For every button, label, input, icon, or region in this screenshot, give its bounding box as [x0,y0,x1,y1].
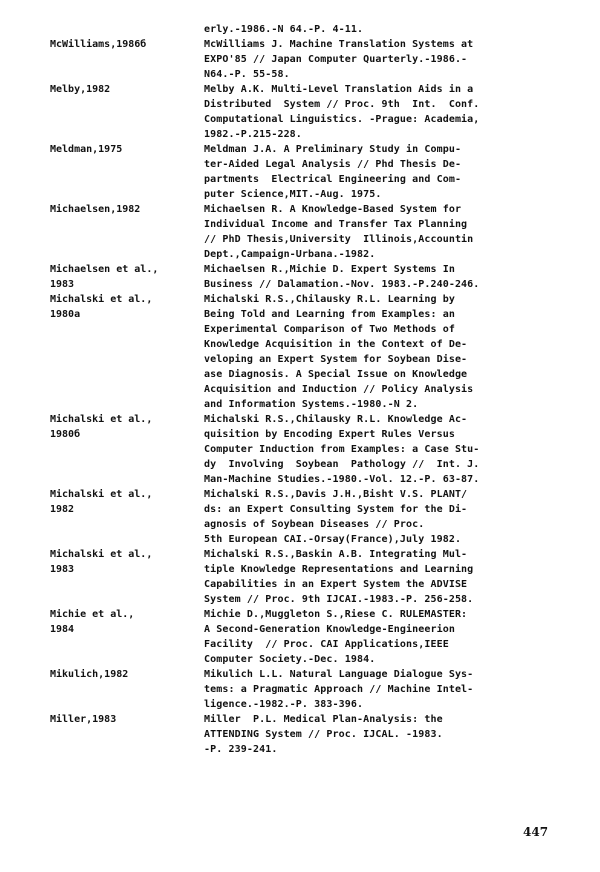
reference-line: and Information Systems.-1980.-N 2. [204,399,419,410]
reference-line: Meldman J.A. A Preliminary Study in Compu- [204,144,462,155]
reference-text [204,412,554,487]
reference-line: Miller P.L. Medical Plan-Analysis: the [204,714,443,725]
reference-line: Computer Induction from Examples: a Case Stu- [204,444,480,455]
citation-key [50,412,198,442]
reference-line: Michalski R.S.,Chilausky R.L. Knowledge Ac- [204,414,468,425]
citation-key-line: 1980б [50,429,81,440]
reference-line: Michalski R.S.,Baskin A.B. Integrating Mul- [204,549,468,560]
reference-line: Facility // Proc. CAI Applications,IEEE [204,639,449,650]
reference-line: Man-Machine Studies.-1980.-Vol. 12.-P. 63-87. [204,474,480,485]
reference-line: A Second-Generation Knowledge-Engineerion [204,624,455,635]
citation-key-line: Melby,1982 [50,84,111,95]
reference-line: // PhD Thesis,University Illinois,Accountin [204,234,474,245]
reference-line: Michie D.,Muggleton S.,Riese C. RULEMASTER: [204,609,468,620]
reference-text [204,487,554,547]
reference-line: -P. 239-241. [204,744,278,755]
reference-line: Business // Dalamation.-Nov. 1983.-P.240-246. [204,279,480,290]
reference-line: Computational Linguistics. -Prague: Academia, [204,114,480,125]
reference-line: McWilliams J. Machine Translation Systems at [204,39,474,50]
citation-key [50,262,198,292]
reference-text [204,667,554,712]
citation-key-line: Michalski et al., [50,294,153,305]
citation-key [50,142,198,157]
reference-text [204,142,554,202]
citation-key-line: Michalski et al., [50,489,153,500]
reference-line: Melby A.K. Multi-Level Translation Aids in a [204,84,474,95]
reference-line: Dept.,Campaign-Urbana.-1982. [204,249,376,260]
reference-text [204,712,554,757]
reference-line: veloping an Expert System for Soybean Dise- [204,354,468,365]
reference-line: quisition by Encoding Expert Rules Versus [204,429,455,440]
reference-line: Michaelsen R.,Michie D. Expert Systems In [204,264,455,275]
reference-line: tiple Knowledge Representations and Learning [204,564,474,575]
citation-key [50,607,198,637]
reference-line: agnosis of Soybean Diseases // Proc. [204,519,425,530]
citation-key-line: Michie et al., [50,609,135,620]
citation-key [50,37,198,52]
reference-line: ase Diagnosis. A Special Issue on Knowledge [204,369,468,380]
citation-key-line: Miller,1983 [50,714,117,725]
reference-line: Distributed System // Proc. 9th Int. Conf. [204,99,480,110]
reference-line: EXPO'85 // Japan Computer Quarterly.-1986.- [204,54,468,65]
reference-text [204,202,554,262]
citation-key-line: 1984 [50,624,75,635]
reference-line: tems: a Pragmatic Approach // Machine Intel- [204,684,474,695]
citation-key [50,292,198,322]
reference-line: puter Science,MIT.-Aug. 1975. [204,189,382,200]
citation-key-line: Michaelsen,1982 [50,204,141,215]
reference-text [204,22,554,37]
reference-line: Being Told and Learning from Examples: an [204,309,455,320]
reference-text [204,547,554,607]
citation-key-line: 1982 [50,504,75,515]
reference-text [204,292,554,412]
citation-key [50,547,198,577]
reference-text [204,37,554,82]
citation-key-line: Meldman,1975 [50,144,123,155]
citation-key-line: 1983 [50,564,75,575]
reference-text [204,82,554,142]
reference-line: Mikulich L.L. Natural Language Dialogue Sys- [204,669,474,680]
citation-key-line: 1983 [50,279,75,290]
reference-text [204,262,554,292]
reference-line: ds: an Expert Consulting System for the Di- [204,504,468,515]
reference-line: System // Proc. 9th IJCAI.-1983.-P. 256-258. [204,594,474,605]
reference-line: Michaelsen R. A Knowledge-Based System for [204,204,462,215]
reference-text [204,607,554,667]
reference-line: Computer Society.-Dec. 1984. [204,654,376,665]
reference-line: ter-Aided Legal Analysis // Phd Thesis De- [204,159,462,170]
citation-key-line: Mikulich,1982 [50,669,129,680]
citation-key-line: Michaelsen et al., [50,264,159,275]
citation-key [50,202,198,217]
reference-line: 5th European CAI.-Orsay(France),July 1982. [204,534,462,545]
reference-line: ligence.-1982.-P. 383-396. [204,699,364,710]
reference-line: Michalski R.S.,Chilausky R.L. Learning by [204,294,455,305]
citation-key [50,82,198,97]
citation-key-line: McWilliams,1986б [50,39,147,50]
reference-line: erly.-1986.-N 64.-P. 4-11. [204,24,364,35]
citation-key-line: Michalski et al., [50,414,153,425]
citation-key [50,667,198,682]
citation-key-line: Michalski et al., [50,549,153,560]
reference-line: Individual Income and Transfer Tax Planning [204,219,468,230]
citation-key [50,487,198,517]
reference-line: dy Involving Soybean Pathology // Int. J. [204,459,480,470]
reference-line: Michalski R.S.,Davis J.H.,Bisht V.S. PLANT/ [204,489,468,500]
reference-line: Experimental Comparison of Two Methods of [204,324,455,335]
reference-line: partments Electrical Engineering and Com- [204,174,462,185]
citation-key [50,712,198,727]
reference-line: ATTENDING System // Proc. IJCAL. -1983. [204,729,443,740]
reference-line: N64.-P. 55-58. [204,69,290,80]
page-number: 447 [523,825,549,839]
citation-key-line: 1980a [50,309,81,320]
reference-line: 1982.-P.215-228. [204,129,302,140]
reference-line: Capabilities in an Expert System the ADVISE [204,579,468,590]
reference-line: Acquisition and Induction // Policy Analysis [204,384,474,395]
reference-line: Knowledge Acquisition in the Context of De- [204,339,468,350]
